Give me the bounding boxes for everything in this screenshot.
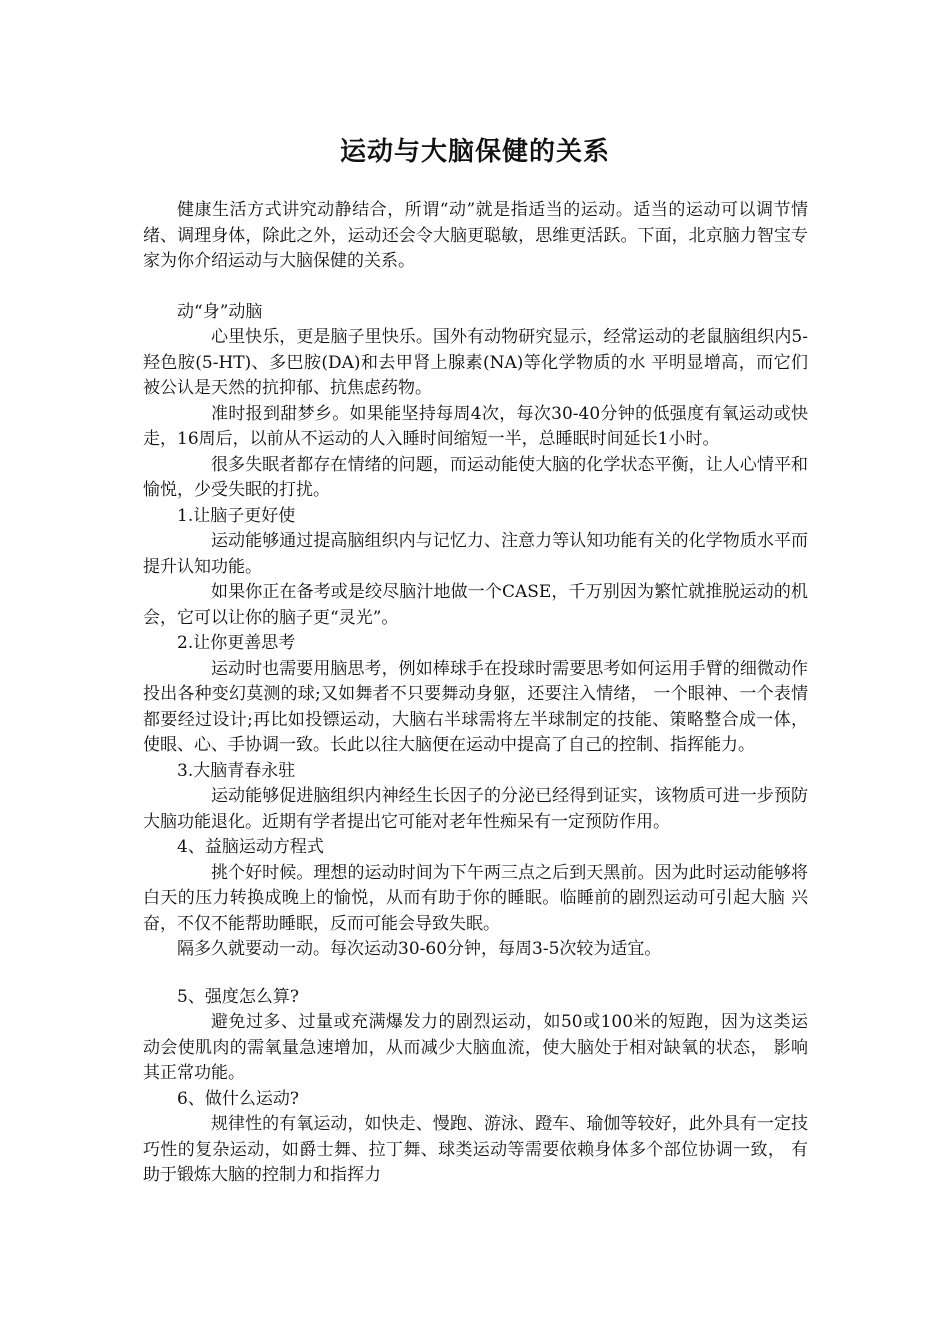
section-heading: 6、做什么运动? [177,1088,299,1109]
document-title: 运动与大脑保健的关系 [339,137,610,167]
body-paragraph: 运动时也需要用脑思考，例如棒球手在投球时需要思考如何运用手臂的细微动作投出各种变幻莫测的球;又如舞者不只要舞动身躯，还要注入情绪， 一个眼神、一个表情都要经过设计;再比如投镖运动，大脑右半球需将左半球制定的技能、策略整合成一体，使眼、心、手协调一致。长此以往大脑便在运动中提高了自己的控制、指挥能力。 [143,658,808,755]
section-heading: 5、强度怎么算? [177,986,299,1007]
body-paragraph: 隔多久就要动一动。每次运动30-60分钟，每周3-5次较为适宜。 [177,939,662,959]
section-heading: 2.让你更善思考 [177,633,296,653]
body-paragraph: 规律性的有氧运动，如快走、慢跑、游泳、蹬车、瑜伽等较好，此外具有一定技巧性的复杂运动，如爵士舞、拉丁舞、球类运动等需要依赖身体多个部位协调一致， 有助于锻炼大脑的控制力和指挥力 [143,1114,808,1185]
paragraph-spacer [143,963,808,985]
body-paragraph: 运动能够通过提高脑组织内与记忆力、注意力等认知功能有关的化学物质水平而提升认知功能。 [143,531,808,577]
body-paragraph: 准时报到甜梦乡。如果能坚持每周4次，每次30-40分钟的低强度有氧运动或快走，16周后，以前从不运动的人入睡时间缩短一半，总睡眠时间延长1小时。 [143,403,808,449]
document-body [143,198,808,1189]
body-paragraph: 运动能够促进脑组织内神经生长因子的分泌已经得到证实，该物质可进一步预防大脑功能退化。近期有学者提出它可能对老年性痴呆有一定预防作用。 [143,786,808,832]
paragraph-spacer [143,275,808,300]
body-paragraph: 很多失眠者都存在情绪的问题，而运动能使大脑的化学状态平衡，让人心情平和愉悦，少受失眠的打扰。 [143,454,808,500]
section-heading: 1.让脑子更好使 [177,505,296,526]
section-heading: 动“身”动脑 [177,301,263,322]
body-paragraph: 心里快乐，更是脑子里快乐。国外有动物研究显示，经常运动的老鼠脑组织内5-羟色胺(5-HT)、多巴胺(DA)和去甲肾上腺素(NA)等化学物质的水 平明显增高，而它们被公认是天然的抗抑郁、抗焦虑药物。 [143,327,808,398]
body-paragraph: 如果你正在备考或是绞尽脑汁地做一个CASE，千万别因为繁忙就推脱运动的机会，它可以让你的脑子更“灵光”。 [143,582,808,628]
body-paragraph: 挑个好时候。理想的运动时间为下午两三点之后到天黑前。因为此时运动能够将白天的压力转换成晚上的愉悦，从而有助于你的睡眠。临睡前的剧烈运动可引起大脑 兴奋，不仅不能帮助睡眠，反而可能会导致失眠。 [143,862,808,934]
section-heading: 3.大脑青春永驻 [177,760,296,781]
body-paragraph: 避免过多、过量或充满爆发力的剧烈运动，如50或100米的短跑，因为这类运动会使肌肉的需氧量急速增加，从而减少大脑血流，使大脑处于相对缺氧的状态， 影响其正常功能。 [143,1012,808,1083]
body-paragraph: 健康生活方式讲究动静结合，所谓“动”就是指适当的运动。适当的运动可以调节情绪、调理身体，除此之外，运动还会令大脑更聪敏，思维更活跃。下面，北京脑力智宝专家为你介绍运动与大脑保健的关系。 [143,200,808,271]
section-heading: 4、益脑运动方程式 [177,837,324,857]
